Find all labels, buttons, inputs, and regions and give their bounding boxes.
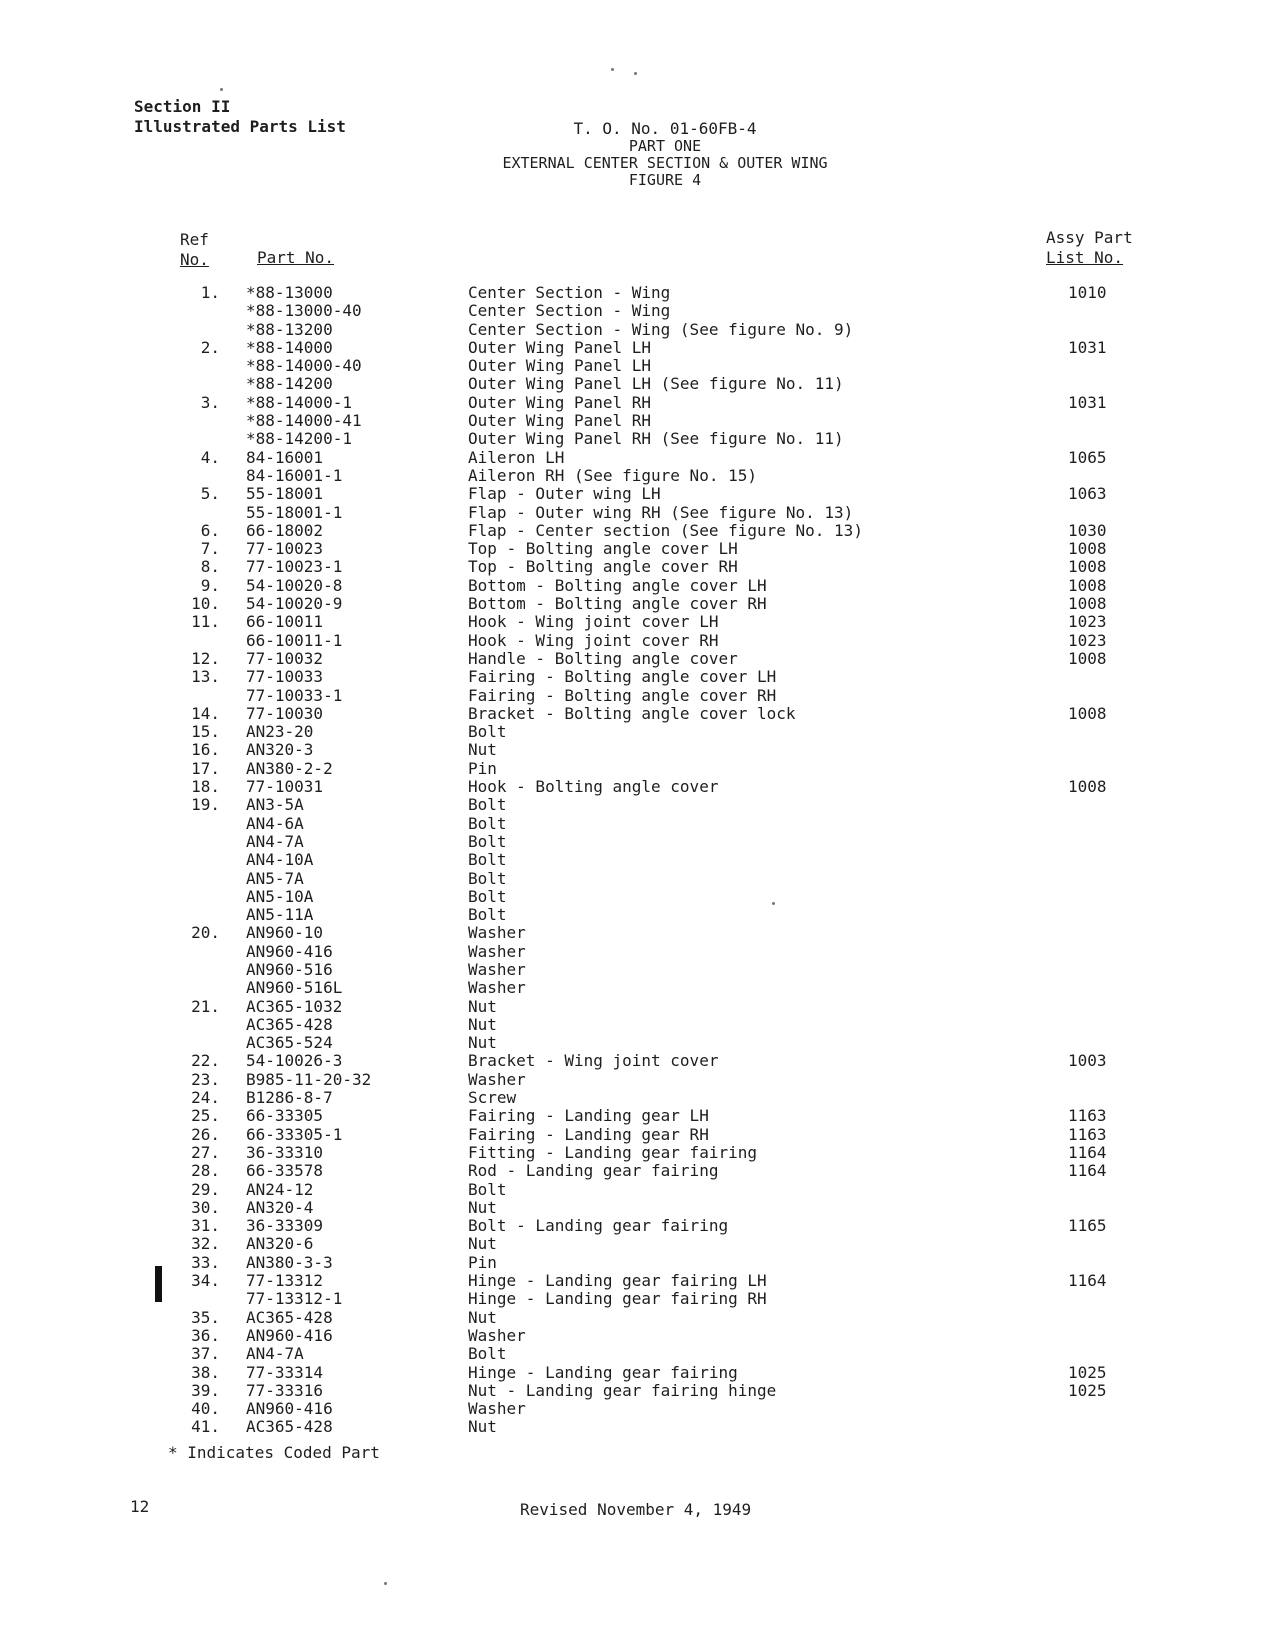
assy-list-number: 1164 xyxy=(1068,1142,1107,1162)
table-row xyxy=(0,760,1271,778)
table-row xyxy=(0,430,1271,448)
assy-list-number: 1163 xyxy=(1068,1106,1107,1126)
table-row xyxy=(0,394,1271,412)
part-number: B1286-8-7 xyxy=(246,1088,333,1108)
ref-number: 9. xyxy=(200,575,220,595)
table-row xyxy=(0,906,1271,924)
ref-number: 4. xyxy=(200,447,220,467)
column-header-ref-line1: Ref xyxy=(180,230,209,249)
table-row xyxy=(0,1199,1271,1217)
part-description: Washer xyxy=(468,959,526,979)
part-description: Center Section - Wing xyxy=(468,301,671,321)
ref-number: 25. xyxy=(191,1106,220,1126)
part-description: Washer xyxy=(468,923,526,943)
part-description: Top - Bolting angle cover LH xyxy=(468,539,738,559)
table-row xyxy=(0,522,1271,540)
assy-list-number: 1163 xyxy=(1068,1124,1107,1144)
part-description: Hook - Wing joint cover RH xyxy=(468,630,719,650)
part-number: 77-13312 xyxy=(246,1271,324,1291)
part-description: Bottom - Bolting angle cover LH xyxy=(468,575,767,595)
table-row xyxy=(0,284,1271,302)
table-row xyxy=(0,595,1271,613)
ref-number: 16. xyxy=(191,740,220,760)
ref-number: 24. xyxy=(191,1088,220,1108)
assy-list-number: 1008 xyxy=(1068,594,1107,614)
part-number: AN24-12 xyxy=(246,1179,314,1199)
part-description: Pin xyxy=(468,758,497,778)
part-description: Flap - Outer wing RH (See figure No. 13) xyxy=(468,502,854,522)
table-row xyxy=(0,1089,1271,1107)
ref-number: 40. xyxy=(191,1399,220,1419)
part-number: *88-14200-1 xyxy=(246,429,352,449)
part-number: 84-16001-1 xyxy=(246,465,343,485)
to-number: T. O. No. 01-60FB-4 xyxy=(573,119,757,138)
ref-number: 26. xyxy=(191,1124,220,1144)
ref-number: 29. xyxy=(191,1179,220,1199)
table-row xyxy=(0,357,1271,375)
part-number: AN3-5A xyxy=(246,795,304,815)
part-number: 77-33316 xyxy=(246,1380,324,1400)
document-title-block xyxy=(430,120,900,189)
part-number: AN960-416 xyxy=(246,941,333,961)
ref-number: 10. xyxy=(191,594,220,614)
assy-list-number: 1031 xyxy=(1068,337,1107,357)
part-description: Bolt xyxy=(468,850,507,870)
part-number: 77-10033-1 xyxy=(246,685,343,705)
part-number: AN5-7A xyxy=(246,868,304,888)
part-description: Nut xyxy=(468,1014,497,1034)
part-description: Fitting - Landing gear fairing xyxy=(468,1142,757,1162)
assy-list-number: 1164 xyxy=(1068,1271,1107,1291)
part-description: Top - Bolting angle cover RH xyxy=(468,557,738,577)
ref-number: 31. xyxy=(191,1216,220,1236)
parts-table xyxy=(0,284,1271,1437)
table-row xyxy=(0,321,1271,339)
part-number: *88-14000-41 xyxy=(246,411,362,431)
part-number: AC365-428 xyxy=(246,1014,333,1034)
part-description: Bolt xyxy=(468,1344,507,1364)
table-row xyxy=(0,1071,1271,1089)
part-description: Bolt xyxy=(468,1179,507,1199)
ref-number: 22. xyxy=(191,1051,220,1071)
ref-number: 21. xyxy=(191,996,220,1016)
ref-number: 36. xyxy=(191,1325,220,1345)
section-subtitle: Illustrated Parts List xyxy=(134,117,346,136)
part-number: 77-10023 xyxy=(246,539,324,559)
table-row xyxy=(0,1272,1271,1290)
part-description: Hook - Wing joint cover LH xyxy=(468,612,719,632)
part-number: AN320-6 xyxy=(246,1234,314,1254)
part-description: Bolt xyxy=(468,795,507,815)
ref-number: 7. xyxy=(200,539,220,559)
part-number: 66-10011-1 xyxy=(246,630,343,650)
part-number: 66-33305-1 xyxy=(246,1124,343,1144)
ref-number: 14. xyxy=(191,703,220,723)
assy-list-number: 1164 xyxy=(1068,1161,1107,1181)
part-number: 66-33578 xyxy=(246,1161,324,1181)
assy-list-number: 1010 xyxy=(1068,283,1107,302)
column-header-assy-line2: List No. xyxy=(1046,248,1124,267)
table-row xyxy=(0,705,1271,723)
table-row xyxy=(0,796,1271,814)
part-description: Nut xyxy=(468,1307,497,1327)
part-number: AN960-516 xyxy=(246,959,333,979)
part-number: 54-10020-9 xyxy=(246,594,343,614)
table-row xyxy=(0,302,1271,320)
table-row xyxy=(0,778,1271,796)
table-row xyxy=(0,1400,1271,1418)
scan-speck xyxy=(220,88,223,91)
part-description: Bolt xyxy=(468,831,507,851)
ref-number: 18. xyxy=(191,777,220,797)
part-description: Fairing - Bolting angle cover LH xyxy=(468,667,777,687)
assy-list-number: 1063 xyxy=(1068,484,1107,504)
assy-list-number: 1030 xyxy=(1068,520,1107,540)
ref-number: 6. xyxy=(200,520,220,540)
table-row xyxy=(0,577,1271,595)
table-row xyxy=(0,632,1271,650)
part-number: AN4-10A xyxy=(246,850,314,870)
column-header-part-no: Part No. xyxy=(257,248,335,267)
part-description: Outer Wing Panel LH xyxy=(468,337,652,357)
part-number: AN5-10A xyxy=(246,886,314,906)
table-row xyxy=(0,1382,1271,1400)
ref-number: 3. xyxy=(200,392,220,412)
table-row xyxy=(0,851,1271,869)
table-row xyxy=(0,1327,1271,1345)
part-description: Fairing - Landing gear LH xyxy=(468,1106,709,1126)
table-row xyxy=(0,1217,1271,1235)
part-number: 54-10026-3 xyxy=(246,1051,343,1071)
table-row xyxy=(0,449,1271,467)
part-description: Fairing - Bolting angle cover RH xyxy=(468,685,777,705)
section-label: Section II xyxy=(134,97,231,116)
assy-list-number: 1008 xyxy=(1068,575,1107,595)
ref-number: 20. xyxy=(191,923,220,943)
ref-number: 30. xyxy=(191,1197,220,1217)
assy-list-number: 1008 xyxy=(1068,648,1107,668)
table-row xyxy=(0,1144,1271,1162)
part-description: Flap - Center section (See figure No. 13) xyxy=(468,520,863,540)
part-number: B985-11-20-32 xyxy=(246,1069,372,1089)
part-number: AC365-524 xyxy=(246,1033,333,1053)
column-header-ref-line2: No. xyxy=(180,250,209,269)
part-description: Outer Wing Panel RH xyxy=(468,392,652,412)
table-row xyxy=(0,870,1271,888)
part-description: Bolt xyxy=(468,722,507,742)
table-row xyxy=(0,1162,1271,1180)
table-row xyxy=(0,687,1271,705)
part-number: 54-10020-8 xyxy=(246,575,343,595)
table-row xyxy=(0,1181,1271,1199)
part-description: Nut xyxy=(468,996,497,1016)
part-number: *88-13200 xyxy=(246,319,333,339)
part-number: AN23-20 xyxy=(246,722,314,742)
table-row xyxy=(0,1107,1271,1125)
part-description: Fairing - Landing gear RH xyxy=(468,1124,709,1144)
part-description: Bolt xyxy=(468,813,507,833)
part-description: Washer xyxy=(468,1399,526,1419)
table-row xyxy=(0,979,1271,997)
part-description: Outer Wing Panel LH xyxy=(468,356,652,376)
part-number: 36-33310 xyxy=(246,1142,324,1162)
table-row xyxy=(0,1052,1271,1070)
ref-number: 32. xyxy=(191,1234,220,1254)
assy-list-number: 1003 xyxy=(1068,1051,1107,1071)
table-row xyxy=(0,924,1271,942)
part-number: 55-18001 xyxy=(246,484,324,504)
table-row xyxy=(0,998,1271,1016)
part-number: 84-16001 xyxy=(246,447,324,467)
scan-speck xyxy=(634,72,637,75)
part-description: Nut - Landing gear fairing hinge xyxy=(468,1380,777,1400)
part-description: Handle - Bolting angle cover xyxy=(468,648,738,668)
part-number: 66-33305 xyxy=(246,1106,324,1126)
part-description: Washer xyxy=(468,1069,526,1089)
part-number: AC365-1032 xyxy=(246,996,343,1016)
part-number: AN960-516L xyxy=(246,978,343,998)
part-description: Bolt - Landing gear fairing xyxy=(468,1216,729,1236)
column-header-ref xyxy=(180,230,209,270)
part-number: AN4-7A xyxy=(246,831,304,851)
part-number: AN4-7A xyxy=(246,1344,304,1364)
table-row xyxy=(0,613,1271,631)
ref-number: 41. xyxy=(191,1417,220,1437)
table-row xyxy=(0,943,1271,961)
column-header-assy xyxy=(1046,228,1133,268)
part-description: Hinge - Landing gear fairing RH xyxy=(468,1289,767,1309)
table-row xyxy=(0,375,1271,393)
part-description: Nut xyxy=(468,1197,497,1217)
ref-number: 5. xyxy=(200,484,220,504)
assy-list-number: 1165 xyxy=(1068,1216,1107,1236)
part-description: Bracket - Bolting angle cover lock xyxy=(468,703,796,723)
part-number: *88-14000 xyxy=(246,337,333,357)
assy-list-number: 1025 xyxy=(1068,1380,1107,1400)
table-row xyxy=(0,650,1271,668)
ref-number: 1. xyxy=(200,283,220,302)
part-number: 77-10031 xyxy=(246,777,324,797)
ref-number: 8. xyxy=(200,557,220,577)
ref-number: 28. xyxy=(191,1161,220,1181)
part-description: Nut xyxy=(468,1033,497,1053)
part-number: AC365-428 xyxy=(246,1307,333,1327)
ref-number: 34. xyxy=(191,1271,220,1291)
part-number: AN380-2-2 xyxy=(246,758,333,778)
assy-list-number: 1008 xyxy=(1068,703,1107,723)
ref-number: 35. xyxy=(191,1307,220,1327)
revision-date: Revised November 4, 1949 xyxy=(520,1500,752,1519)
ref-number: 15. xyxy=(191,722,220,742)
part-description: Flap - Outer wing LH xyxy=(468,484,661,504)
part-number: 77-10023-1 xyxy=(246,557,343,577)
part-number: *88-14000-1 xyxy=(246,392,352,412)
assy-list-number: 1023 xyxy=(1068,612,1107,632)
part-number: *88-13000-40 xyxy=(246,301,362,321)
assy-list-number: 1023 xyxy=(1068,630,1107,650)
part-description: Washer xyxy=(468,941,526,961)
assy-list-number: 1008 xyxy=(1068,539,1107,559)
table-row xyxy=(0,741,1271,759)
part-number: AN320-4 xyxy=(246,1197,314,1217)
assy-list-number: 1031 xyxy=(1068,392,1107,412)
ref-number: 38. xyxy=(191,1362,220,1382)
part-number: *88-13000 xyxy=(246,283,333,302)
part-number: AN380-3-3 xyxy=(246,1252,333,1272)
table-row xyxy=(0,1016,1271,1034)
figure-label: FIGURE 4 xyxy=(628,171,702,189)
part-number: 55-18001-1 xyxy=(246,502,343,522)
part-description: Hinge - Landing gear fairing LH xyxy=(468,1271,767,1291)
part-description: Aileron LH xyxy=(468,447,565,467)
part-description: Bolt xyxy=(468,868,507,888)
ref-number: 39. xyxy=(191,1380,220,1400)
revision-bar xyxy=(155,1266,162,1302)
part-number: 77-10030 xyxy=(246,703,324,723)
part-description: Nut xyxy=(468,740,497,760)
part-description: Nut xyxy=(468,1417,497,1437)
part-number: 77-10032 xyxy=(246,648,324,668)
assy-list-number: 1008 xyxy=(1068,777,1107,797)
table-row xyxy=(0,815,1271,833)
part-number: AN960-10 xyxy=(246,923,324,943)
table-row xyxy=(0,961,1271,979)
footnote: * Indicates Coded Part xyxy=(168,1443,380,1462)
table-row xyxy=(0,467,1271,485)
table-row xyxy=(0,504,1271,522)
part-description: Nut xyxy=(468,1234,497,1254)
part-description: Center Section - Wing xyxy=(468,283,671,302)
table-row xyxy=(0,540,1271,558)
scan-speck xyxy=(384,1582,387,1585)
table-row xyxy=(0,485,1271,503)
table-row xyxy=(0,1034,1271,1052)
scan-speck xyxy=(772,902,775,905)
table-row xyxy=(0,1126,1271,1144)
table-row xyxy=(0,1235,1271,1253)
part-number: AC365-428 xyxy=(246,1417,333,1437)
part-description: Bottom - Bolting angle cover RH xyxy=(468,594,767,614)
ref-number: 27. xyxy=(191,1142,220,1162)
part-description: Outer Wing Panel RH (See figure No. 11) xyxy=(468,429,844,449)
part-number: AN960-416 xyxy=(246,1399,333,1419)
column-header-assy-line1: Assy Part xyxy=(1046,228,1133,247)
part-number: 66-10011 xyxy=(246,612,324,632)
table-row xyxy=(0,668,1271,686)
part-description: Bolt xyxy=(468,905,507,925)
part-number: 77-13312-1 xyxy=(246,1289,343,1309)
assy-list-number: 1065 xyxy=(1068,447,1107,467)
part-number: 77-33314 xyxy=(246,1362,324,1382)
table-row xyxy=(0,1290,1271,1308)
table-row xyxy=(0,1364,1271,1382)
part-description: Outer Wing Panel LH (See figure No. 11) xyxy=(468,374,844,394)
part-number: AN960-416 xyxy=(246,1325,333,1345)
table-row xyxy=(0,1309,1271,1327)
part-number: 36-33309 xyxy=(246,1216,324,1236)
part-number: AN4-6A xyxy=(246,813,304,833)
scan-speck xyxy=(611,68,614,71)
assy-list-number: 1025 xyxy=(1068,1362,1107,1382)
table-row xyxy=(0,339,1271,357)
part-description: Hinge - Landing gear fairing xyxy=(468,1362,738,1382)
part-description: Bracket - Wing joint cover xyxy=(468,1051,719,1071)
part-description: Screw xyxy=(468,1088,517,1108)
part-description: Aileron RH (See figure No. 15) xyxy=(468,465,757,485)
ref-number: 11. xyxy=(191,612,220,632)
ref-number: 17. xyxy=(191,758,220,778)
part-description: Washer xyxy=(468,1325,526,1345)
section-header xyxy=(134,97,346,137)
document-title: EXTERNAL CENTER SECTION & OUTER WING xyxy=(502,154,828,172)
part-number: *88-14000-40 xyxy=(246,356,362,376)
part-number: 66-18002 xyxy=(246,520,324,540)
page-number: 12 xyxy=(130,1497,150,1516)
ref-number: 19. xyxy=(191,795,220,815)
part-description: Outer Wing Panel RH xyxy=(468,411,652,431)
part-description: Pin xyxy=(468,1252,497,1272)
part-description: Rod - Landing gear fairing xyxy=(468,1161,719,1181)
part-description: Center Section - Wing (See figure No. 9) xyxy=(468,319,854,339)
ref-number: 13. xyxy=(191,667,220,687)
part-number: *88-14200 xyxy=(246,374,333,394)
ref-number: 23. xyxy=(191,1069,220,1089)
part-number: AN320-3 xyxy=(246,740,314,760)
ref-number: 2. xyxy=(200,337,220,357)
part-number: 77-10033 xyxy=(246,667,324,687)
table-row xyxy=(0,888,1271,906)
part-description: Bolt xyxy=(468,886,507,906)
ref-number: 37. xyxy=(191,1344,220,1364)
part-description: Hook - Bolting angle cover xyxy=(468,777,719,797)
part-number: AN5-11A xyxy=(246,905,314,925)
table-row xyxy=(0,723,1271,741)
table-row xyxy=(0,1418,1271,1436)
ref-number: 12. xyxy=(191,648,220,668)
table-row xyxy=(0,1254,1271,1272)
table-row xyxy=(0,412,1271,430)
part-description: Washer xyxy=(468,978,526,998)
table-row xyxy=(0,1345,1271,1363)
table-row xyxy=(0,558,1271,576)
table-row xyxy=(0,833,1271,851)
part-label: PART ONE xyxy=(628,137,702,155)
ref-number: 33. xyxy=(191,1252,220,1272)
assy-list-number: 1008 xyxy=(1068,557,1107,577)
